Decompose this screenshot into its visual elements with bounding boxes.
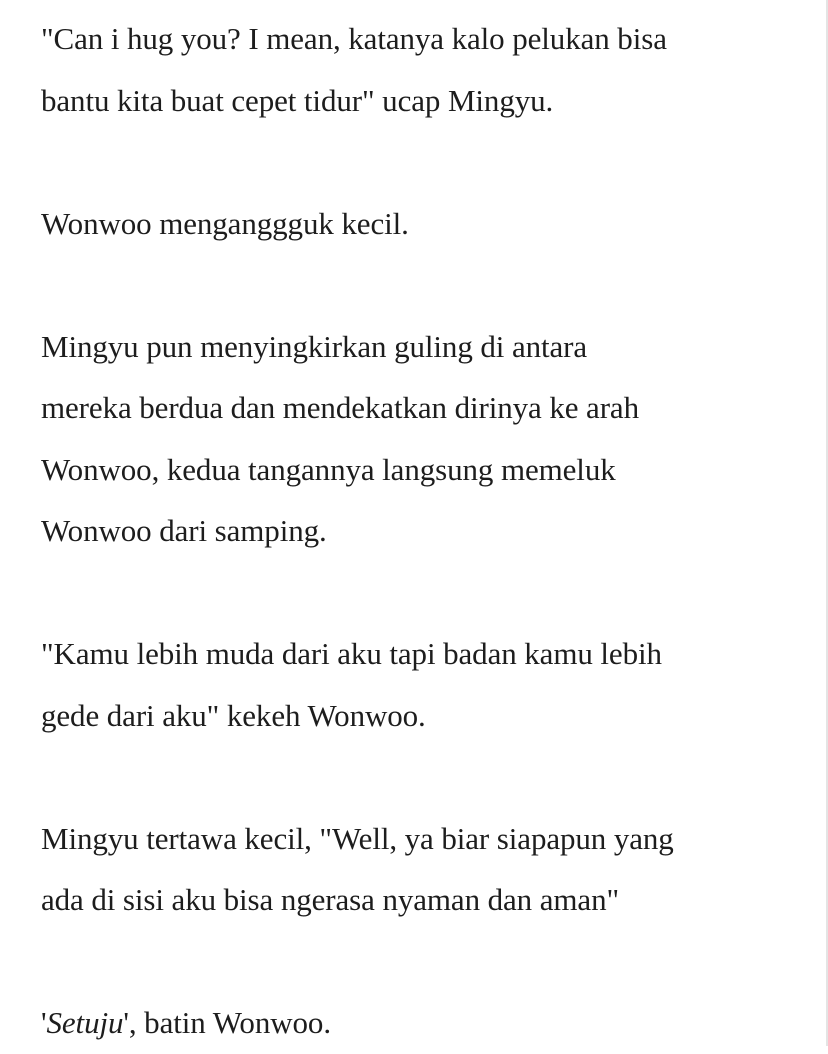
text-line: Wonwoo, kedua tangannya langsung memeluk	[41, 451, 616, 487]
text-line: Mingyu tertawa kecil, "Well, ya biar siapapun yang	[41, 820, 674, 856]
text-line	[41, 992, 811, 1054]
paragraph-2	[41, 193, 811, 255]
text-line: ada di sisi aku bisa ngerasa nyaman dan aman"	[41, 882, 620, 917]
open-quote: '	[41, 1005, 47, 1040]
text-line: "Kamu lebih muda dari aku tapi badan kamu lebih	[41, 636, 662, 671]
paragraph-3	[41, 316, 811, 562]
story-text	[41, 8, 811, 1054]
text-line: mereka berdua dan mendekatkan dirinya ke arah	[41, 390, 639, 425]
paragraph-4	[41, 623, 811, 746]
text-line: Wonwoo dari samping.	[41, 513, 327, 548]
text-line: gede dari aku" kekeh Wonwoo.	[41, 697, 426, 733]
text-line: "Can i hug you? I mean, katanya kalo pelukan bisa	[41, 21, 667, 56]
paragraph-6	[41, 992, 811, 1054]
paragraph-5	[41, 808, 811, 931]
italic-word: Setuju	[46, 1005, 124, 1040]
text-line: bantu kita buat cepet tidur" ucap Mingyu.	[41, 82, 554, 118]
text-line: Mingyu pun menyingkirkan guling di antara	[41, 328, 588, 364]
paragraph-1	[41, 8, 811, 131]
line-rest: ', batin Wonwoo.	[123, 1005, 331, 1040]
text-line: Wonwoo menganggguk kecil.	[41, 205, 409, 241]
